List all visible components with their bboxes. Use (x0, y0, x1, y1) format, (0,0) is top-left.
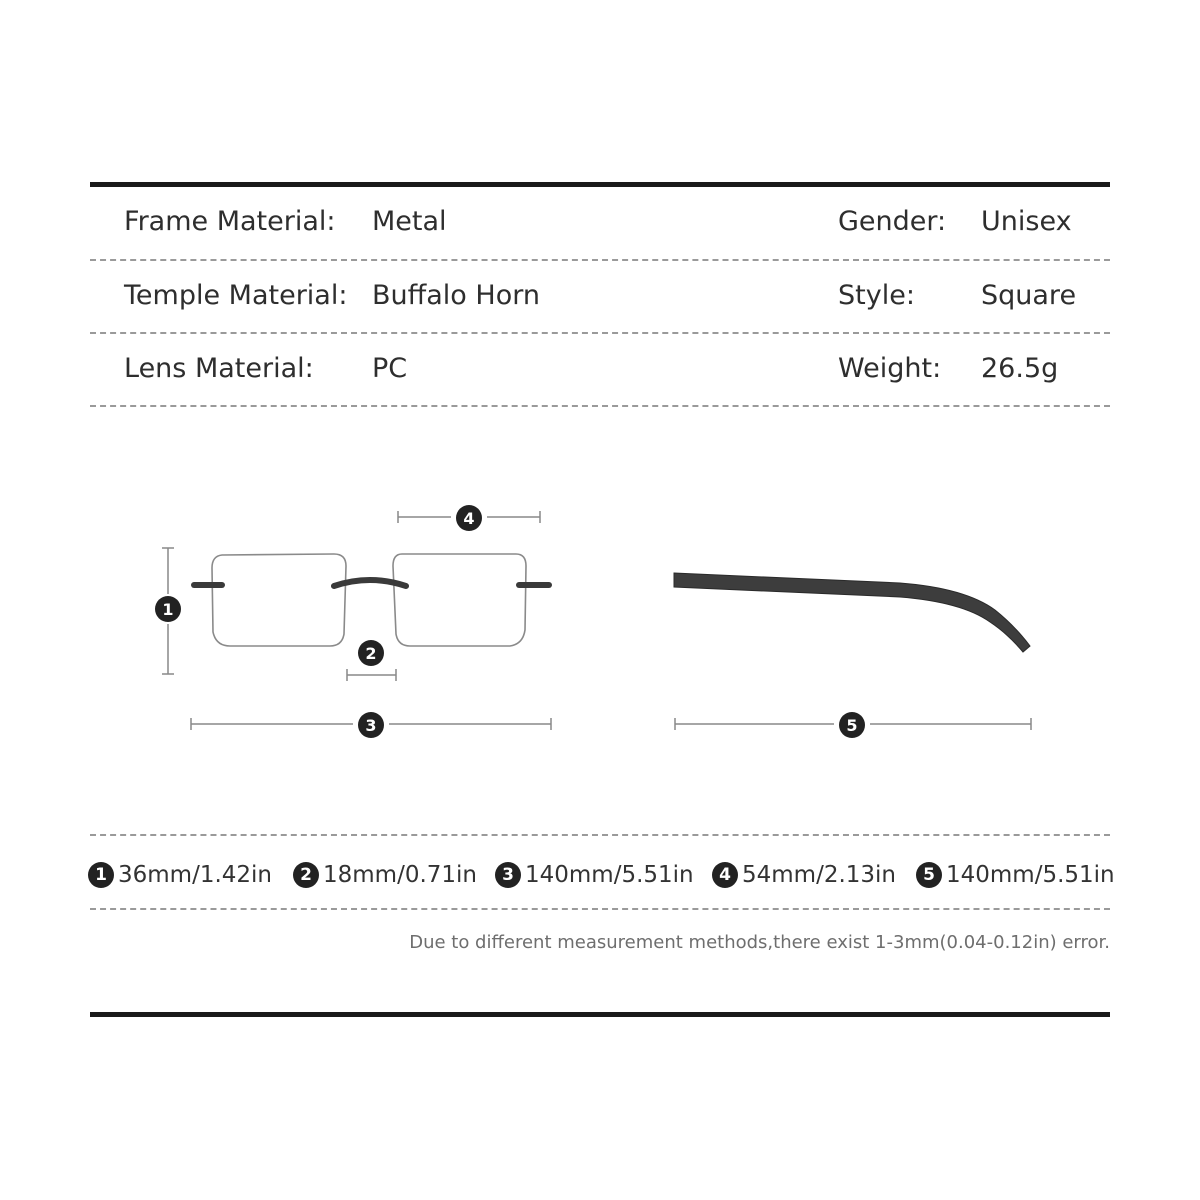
marker-2 (358, 640, 384, 666)
marker-1 (150, 594, 186, 624)
number-badge: 2 (293, 862, 319, 888)
dimension-value: 54mm/2.13in (742, 862, 897, 888)
temple-material-value: Buffalo Horn (372, 280, 540, 311)
number-badge: 5 (916, 862, 942, 888)
dimension-value: 18mm/0.71in (323, 862, 478, 888)
lens-material-value: PC (372, 353, 408, 384)
gender-label: Gender: (838, 206, 947, 237)
right-lens (393, 554, 526, 646)
dimension-value: 36mm/1.42in (118, 862, 273, 888)
frame-material-value: Metal (372, 206, 447, 237)
dimension-value: 140mm/5.51in (525, 862, 694, 888)
temple-arm (674, 573, 1030, 652)
style-value: Square (981, 280, 1077, 311)
lens-material-label: Lens Material: (124, 353, 314, 384)
measurement-note: Due to different measurement methods,there exist 1-3mm(0.04-0.12in) error. (409, 932, 1110, 953)
dimension-item-3 (495, 855, 694, 895)
measure-line-2 (347, 669, 396, 681)
nose-bridge (334, 580, 406, 586)
dimension-item-2 (293, 855, 477, 895)
marker-5 (834, 712, 870, 738)
svg-text:4: 4 (463, 509, 475, 528)
svg-text:3: 3 (365, 716, 377, 735)
gender-value: Unisex (981, 206, 1072, 237)
svg-text:5: 5 (846, 716, 858, 735)
style-label: Style: (838, 280, 915, 311)
svg-text:2: 2 (365, 644, 377, 663)
number-badge: 4 (712, 862, 738, 888)
dimension-item-4 (712, 855, 896, 895)
weight-value: 26.5g (981, 353, 1059, 384)
number-badge: 1 (88, 862, 114, 888)
number-badge: 3 (495, 862, 521, 888)
dimensions-list (88, 855, 1118, 895)
dimension-item-1 (88, 855, 272, 895)
dimension-value: 140mm/5.51in (946, 862, 1115, 888)
marker-4 (451, 505, 487, 531)
marker-3 (353, 712, 389, 738)
left-lens (212, 554, 346, 646)
weight-label: Weight: (838, 353, 942, 384)
temple-material-label: Temple Material: (124, 280, 348, 311)
frame-material-label: Frame Material: (124, 206, 336, 237)
svg-text:1: 1 (162, 600, 174, 619)
dimension-item-5 (916, 855, 1115, 895)
